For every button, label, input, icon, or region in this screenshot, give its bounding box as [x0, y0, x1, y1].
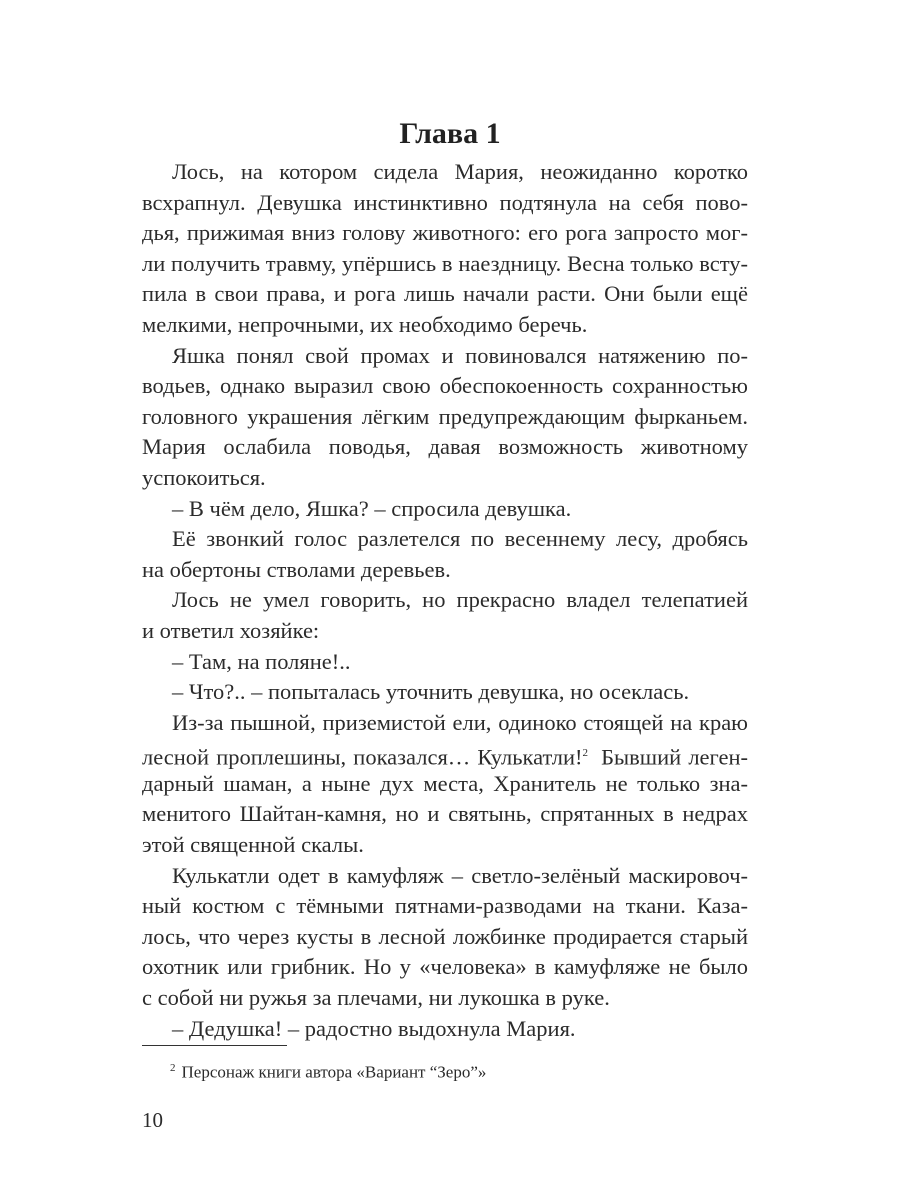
chapter-title: Глава 1	[399, 117, 501, 150]
footnote-mark: 2	[170, 1062, 176, 1074]
text-line: и ответил хозяйке:	[142, 617, 320, 643]
text-line: дарный шаман, а ныне дух места, Хранитель не только зна-	[142, 770, 748, 796]
text-line: этой священной скалы.	[142, 832, 364, 858]
text-line: ный костюм с тёмными пятнами-разводами на ткани. Каза-	[142, 893, 748, 919]
body-text	[142, 157, 748, 1044]
text-segment: Бывший леген-	[594, 744, 748, 769]
text-line: пила в свои права, и рога лишь начали расти. Они были ещё	[142, 281, 748, 307]
text-line: дья, прижимая вниз голову животного: его рога запросто мог-	[142, 220, 748, 246]
text-line: успокоиться.	[142, 464, 266, 490]
text-line: Из-за пышной, приземистой ели, одиноко стоящей на краю	[172, 709, 748, 735]
footnote-text: Персонаж книги автора «Вариант “Зеро”»	[181, 1062, 487, 1082]
text-line: менитого Шайтан-камня, но и святынь, спрятанных в недрах	[142, 801, 748, 827]
text-line: на обертоны стволами деревьев.	[142, 556, 451, 582]
text-line: Её звонкий голос разлетелся по весеннему лесу, дробясь	[172, 526, 748, 552]
text-line: ли получить травму, упёршись в наездницу. Весна только всту-	[142, 250, 748, 276]
text-line: лось, что через кусты в лесной ложбинке продирается старый	[142, 923, 748, 949]
text-line: охотник или грибник. Но у «человека» в камуфляже не было	[142, 954, 748, 980]
text-line: водьев, однако выразил свою обеспокоенность сохранностью	[142, 373, 748, 399]
text-line: – Там, на поляне!..	[172, 648, 351, 674]
page-number: 10	[142, 1108, 163, 1132]
text-line: Лось, на котором сидела Мария, неожиданно коротко	[172, 159, 748, 184]
text-line: головного украшения лёгким предупреждающим фырканьем.	[142, 403, 748, 429]
text-line: мелкими, непрочными, их необходимо беречь.	[142, 311, 588, 337]
text-line: Лось не умел говорить, но прекрасно владел телепатией	[172, 587, 748, 613]
footnote-divider	[142, 1045, 287, 1046]
text-line: всхрапнул. Девушка инстинктивно подтянула на себя пово-	[142, 189, 748, 215]
text-line: Кулькатли одет в камуфляж – светло-зелёный маскировоч-	[172, 862, 748, 888]
text-line-with-footnote	[142, 738, 748, 769]
footnote-reference: 2	[582, 747, 589, 760]
text-line: с собой ни ружья за плечами, ни лукошка в руке.	[142, 985, 610, 1011]
text-segment: лесной проплешины, показался… Кулькатли!	[142, 744, 583, 769]
text-line: – Что?.. – попыталась уточнить девушка, но осеклась.	[172, 679, 690, 705]
text-line: Мария ослабила поводья, давая возможность животному	[142, 434, 748, 460]
text-line: – В чём дело, Яшка? – спросила девушка.	[172, 495, 572, 521]
text-line: Яшка понял свой промах и повиновался натяжению по-	[172, 342, 748, 368]
text-line: – Дедушка! – радостно выдохнула Мария.	[172, 1015, 576, 1041]
footnote	[170, 1056, 486, 1085]
